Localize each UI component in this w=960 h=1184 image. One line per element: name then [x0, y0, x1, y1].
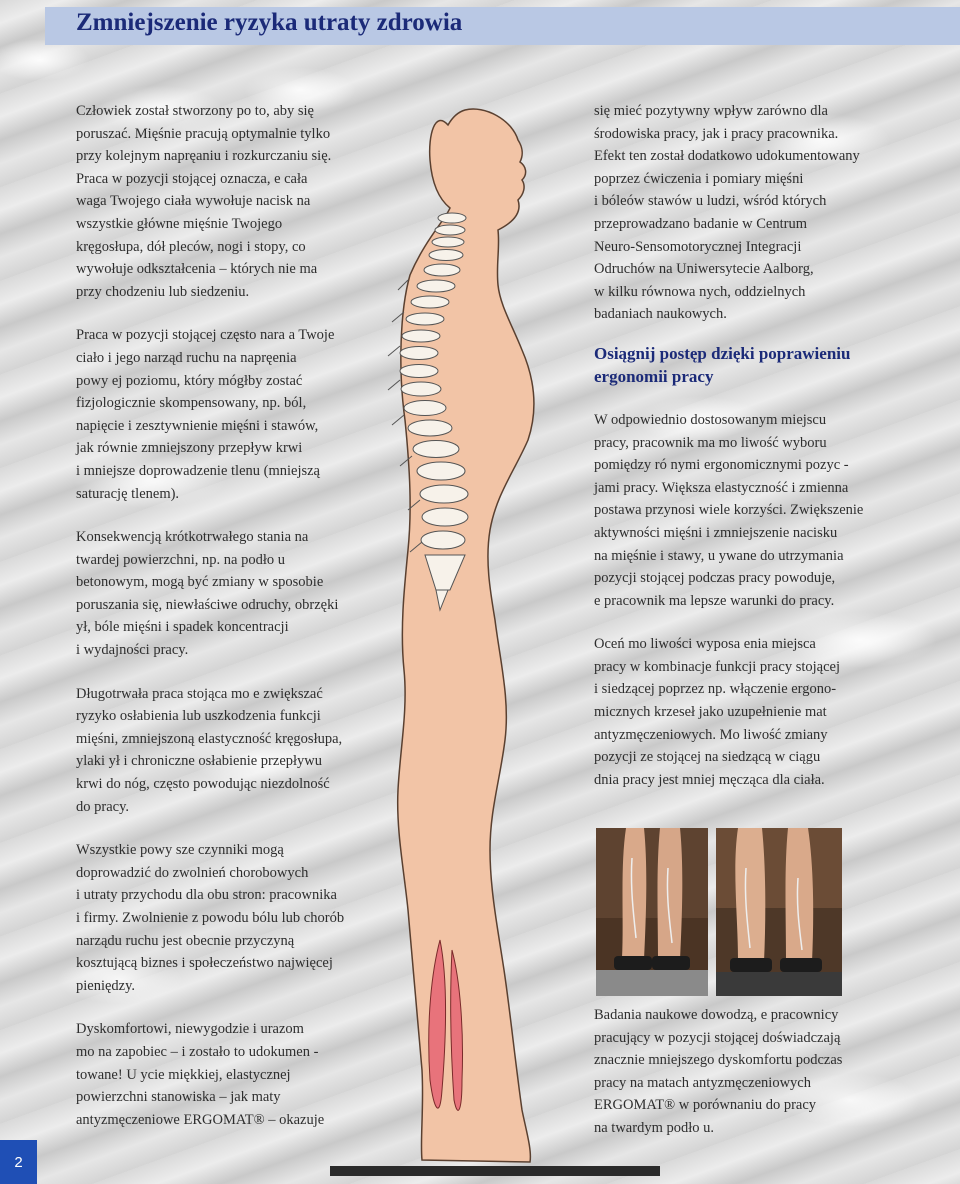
- paragraph: Konsekwencją krótkotrwałego stania na twardej powierzchni, np. na podło u betonowym, mogą być zmiany w sposobie poruszania się, niewłaściwe odruchy, obrzęki ył, bóle mięśni i spadek koncentracji i wydajności pracy.: [76, 529, 339, 659]
- paragraph: Dyskomfortowi, niewygodzie i urazom mo na zapobiec – i zostało to udokumen - towane! U ycie miękkiej, elastycznej powierzchni stanowiska – jak maty antyzmęczeniowe ERGOMAT® – okazuje: [76, 1021, 325, 1128]
- paragraph: Człowiek został stworzony po to, aby się poruszać. Mięśnie pracują optymalnie tylko przy kolejnym napręaniu i rozkurczaniu się. Praca w pozycji stojącej oznacza, e cała waga Twojego ciała wywołuje nacisk na wszystkie główne mięśnie Twojego kręgosłupa, dół pleców, nogi i stopy, co wywołuje odkształcenia – których nie ma przy chodzeniu lub siedzeniu.: [76, 103, 332, 300]
- study-photo-left: [596, 828, 708, 996]
- study-photo-right: [716, 828, 842, 996]
- paragraph: Wszystkie powy sze czynniki mogą doprowadzić do zwolnień chorobowych i utraty przychodu dla obu stron: pracownika i firmy. Zwolnienie z powodu bólu lub chorób narządu ruchu jest obecnie przyczyną kosztującą biznes i społeczeństwo najwięcej pieniędzy.: [76, 842, 345, 994]
- paragraph: Długotrwała praca stojąca mo e zwiększać ryzyko osłabienia lub uszkodzenia funkcji mięśni, zmniejszoną elastyczność kręgosłupa, ylaki ył i chroniczne osłabienie przepływu krwi do nóg, często powodując niezdolność do pracy.: [76, 685, 343, 815]
- floor-strip: [330, 1166, 660, 1176]
- paragraph: Praca w pozycji stojącej często nara a Twoje ciało i jego narząd ruchu na napręenia powy ej poziomu, który mógłby zostać fizjologicznie skompensowany, np. ból, napięcie i zesztywnienie mięśni i stawów, jak równie zmniejszony przepływ krwi i mniejsze doprowadzenie tlenu (mniejszą saturację tlenem).: [76, 327, 335, 502]
- right-text-column: [594, 100, 924, 812]
- section-heading: Osiągnij postęp dzięki poprawieniu ergonomii pracy: [594, 343, 851, 386]
- paragraph: się mieć pozytywny wpływ zarówno dla środowiska pracy, jak i pracy pracownika. Efekt ten został dodatkowo udokumentowany poprzez ćwiczenia i pomiary mięśni i bóleów stawów u ludzi, wśród których przeprowadzano badanie w Centrum Neuro-Sensomotorycznej Integracji Odruchów na Uniwersytecie Aalborg, w kilku równowa nych, oddzielnych badaniach naukowych.: [594, 103, 860, 323]
- page-title: Zmniejszenie ryzyka utraty zdrowia: [76, 9, 463, 36]
- page-number: 2: [0, 1140, 37, 1184]
- photo-caption: Badania naukowe dowodzą, e pracownicy pracujący w pozycji stojącej doświadczają znacznie mniejszego dyskomfortu podczas pracy na matach antyzmęczeniowych ERGOMAT® w porównaniu do pracy na twardym podło u.: [594, 1007, 843, 1136]
- left-text-column: [76, 100, 376, 1152]
- body-silhouette: [398, 109, 534, 1162]
- paragraph: Oceń mo liwości wyposa enia miejsca pracy w kombinacje funkcji pracy stojącej i siedzącej poprzez np. włączenie ergono- micznych krzeseł jako uzupełnienie mat antyzmęczeniowych. Mo liwość zmiany pozycji ze stojącej na siedzącą w ciągu dnia pracy jest mniej męcząca dla ciała.: [594, 636, 840, 788]
- paragraph: W odpowiednio dostosowanym miejscu pracy, pracownik ma mo liwość wyboru pomiędzy ró nymi ergonomicznymi pozyc - jami pracy. Większa elastyczność i zmienna postawa przynosi wiele korzyści. Zwiększenie aktywności mięśni i zmniejszenie nacisku na mięśnie i stawy, u ywane do utrzymania pozycji stojącej podczas pracy powoduje, e pracownik ma lepsze warunki do pracy.: [594, 411, 864, 609]
